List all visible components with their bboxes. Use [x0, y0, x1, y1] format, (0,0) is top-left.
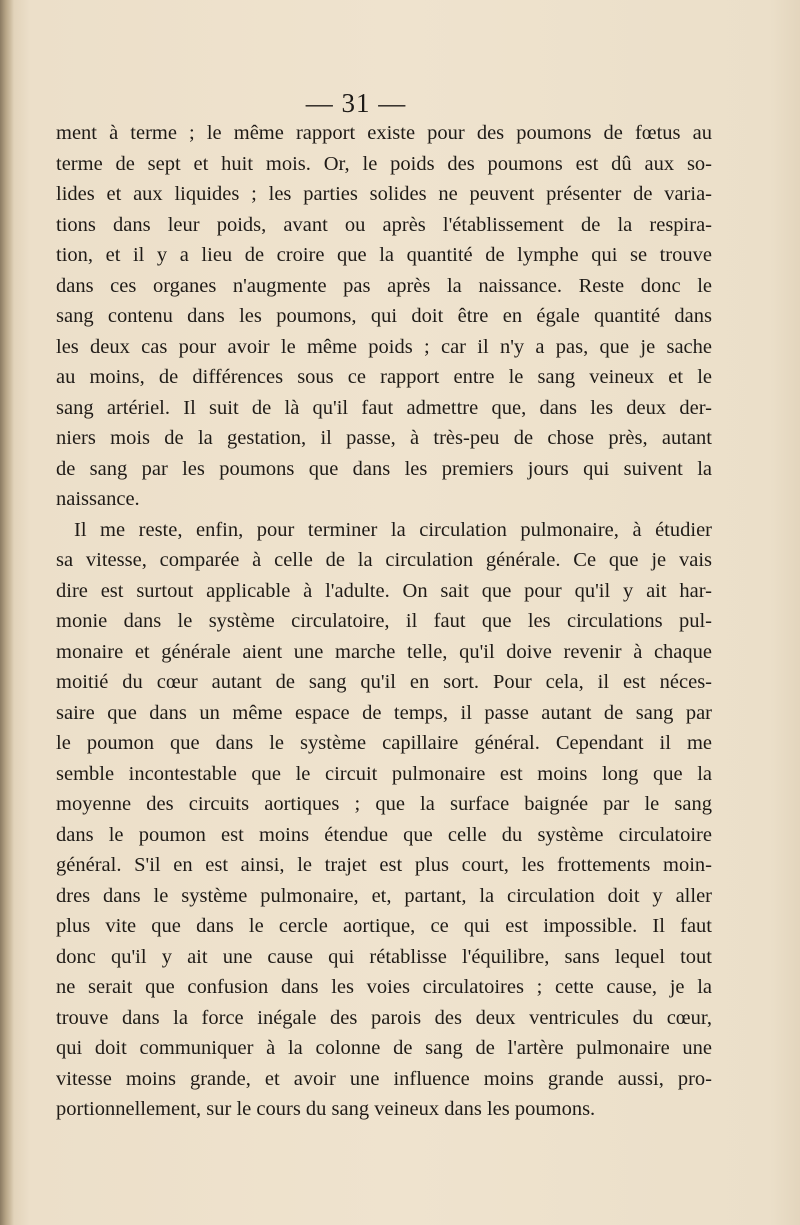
- text-line: vitesse moins grande, et avoir une influence moins grande aussi, pro-: [56, 1067, 712, 1090]
- text-line: les deux cas pour avoir le même poids ; car il n'y a pas, que je sache: [56, 335, 712, 358]
- text-line: lides et aux liquides ; les parties solides ne peuvent présenter de varia-: [56, 183, 712, 205]
- text-line: sang contenu dans les poumons, qui doit être en égale quantité dans: [56, 305, 712, 327]
- text-line: dire est surtout applicable à l'adulte. On sait que pour qu'il y ait har-: [56, 579, 712, 602]
- text-line: ment à terme ; le même rapport existe pour des poumons de fœtus au: [56, 122, 712, 144]
- text-line: dans ces organes n'augmente pas après la naissance. Reste donc le: [56, 274, 712, 297]
- text-line: tions dans leur poids, avant ou après l'établissement de la respira-: [56, 213, 712, 236]
- text-line: semble incontestable que le circuit pulmonaire est moins long que la: [56, 762, 712, 785]
- text-line: dres dans le système pulmonaire, et, partant, la circulation doit y aller: [56, 884, 712, 907]
- text-line: trouve dans la force inégale des parois des deux ventricules du cœur,: [56, 1006, 712, 1029]
- text-line: monaire et générale aient une marche telle, qu'il doive revenir à chaque: [56, 640, 712, 663]
- paragraph-2: [56, 515, 712, 1125]
- text-line: sang artériel. Il suit de là qu'il faut admettre que, dans les deux der-: [56, 396, 712, 419]
- text-line: naissance.: [56, 488, 140, 510]
- text-line: dans le poumon est moins étendue que celle du système circulatoire: [56, 823, 712, 846]
- text-line: niers mois de la gestation, il passe, à très-peu de chose près, autant: [56, 427, 712, 449]
- text-line: sa vitesse, comparée à celle de la circulation générale. Ce que je vais: [56, 549, 712, 571]
- text-line: le poumon que dans le système capillaire général. Cependant il me: [56, 732, 712, 754]
- text-line: ne serait que confusion dans les voies circulatoires ; cette cause, je la: [56, 976, 712, 998]
- text-line: plus vite que dans le cercle aortique, ce qui est impossible. Il faut: [56, 915, 712, 937]
- text-line: qui doit communiquer à la colonne de sang de l'artère pulmonaire une: [56, 1037, 712, 1059]
- text-line: moyenne des circuits aortiques ; que la surface baignée par le sang: [56, 793, 712, 815]
- text-line: moitié du cœur autant de sang qu'il en sort. Pour cela, il est néces-: [56, 671, 712, 693]
- text-line: tion, et il y a lieu de croire que la quantité de lymphe qui se trouve: [56, 244, 712, 266]
- binding-shadow: [0, 0, 14, 1225]
- text-line: donc qu'il y ait une cause qui rétablisse l'équilibre, sans lequel tout: [56, 945, 712, 968]
- text-line: portionnellement, sur le cours du sang veineux dans les poumons.: [56, 1098, 596, 1120]
- paragraph-1: [56, 118, 712, 515]
- text-line: au moins, de différences sous ce rapport entre le sang veineux et le: [56, 366, 712, 388]
- text-line: Il me reste, enfin, pour terminer la circulation pulmonaire, à étudier: [74, 518, 712, 541]
- text-line: terme de sept et huit mois. Or, le poids des poumons est dû aux so-: [56, 152, 712, 175]
- text-line: saire que dans un même espace de temps, il passe autant de sang par: [56, 701, 712, 724]
- text-line: de sang par les poumons que dans les premiers jours qui suivent la: [56, 457, 712, 480]
- body-text: [56, 118, 712, 1125]
- page-number: — 31 —: [305, 88, 407, 118]
- text-line: général. S'il en est ainsi, le trajet est plus court, les frottements moin-: [56, 854, 712, 876]
- text-line: monie dans le système circulatoire, il faut que les circulations pul-: [56, 610, 712, 632]
